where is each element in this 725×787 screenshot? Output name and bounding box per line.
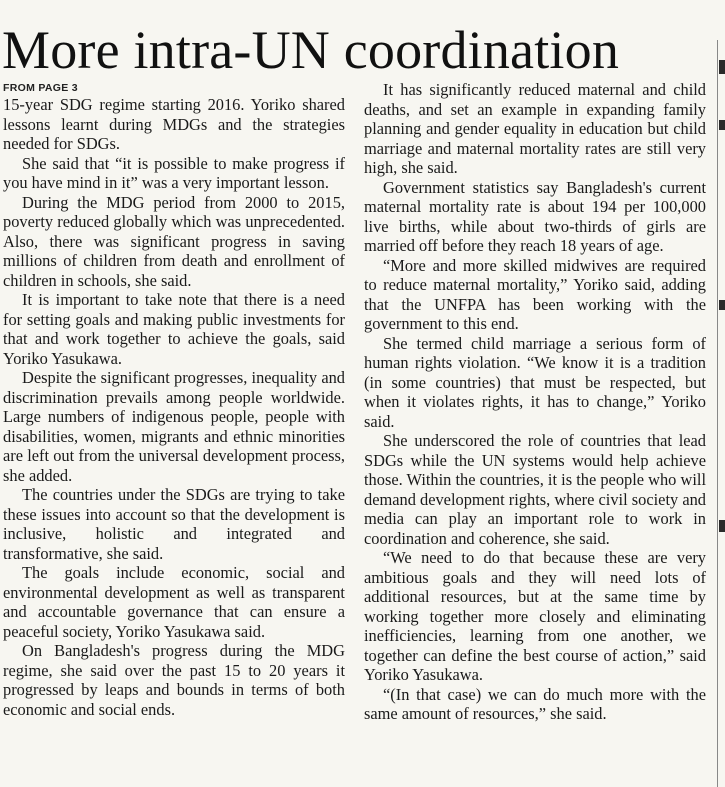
article-column-right — [364, 80, 706, 724]
paragraph: Despite the significant progresses, inequality and discrimination prevails among people worldwide. Large numbers of indigenous people, people with disabilities, women, migrants and ethnic minorities are left out from the universal development process, she added. — [3, 368, 345, 485]
adjacent-page-edge — [719, 120, 725, 130]
paragraph: During the MDG period from 2000 to 2015, poverty reduced globally which was unprecedented. Also, there was significant progress in saving millions of children from death and enrollment of children in schools, she said. — [3, 192, 345, 290]
paragraph: “We need to do that because these are very ambitious goals and they will need lots of additional resources, but at the same time by working together more closely and eliminating inefficiencies, learning from one another, we together can define the best course of action,” said Yoriko Yasukawa. — [364, 548, 706, 684]
column-divider-rule — [717, 40, 718, 787]
paragraph: It is important to take note that there is a need for setting goals and making public investments for that and work together to achieve the goals, said Yoriko Yasukawa. — [3, 290, 345, 368]
paragraph: She underscored the role of countries that lead SDGs while the UN systems would help achieve those. Within the countries, it is the people who will demand development rights, where civil society and media can play an important role to work in coordination and coherence, she said. — [364, 431, 706, 548]
paragraph: “(In that case) we can do much more with the same amount of resources,” she said. — [364, 684, 706, 723]
paragraph: The goals include economic, social and environmental development as well as transparent and accountable governance that can ensure a peaceful society, Yoriko Yasukawa said. — [3, 563, 345, 641]
continuation-kicker: FROM PAGE 3 — [3, 82, 78, 94]
adjacent-page-edge — [719, 520, 725, 532]
paragraph: The countries under the SDGs are trying to take these issues into account so that the development is inclusive, holistic and integrated and transformative, she said. — [3, 485, 345, 563]
paragraph: “More and more skilled midwives are required to reduce maternal mortality,” Yoriko said, adding that the UNFPA has been working with the government to this end. — [364, 255, 706, 333]
adjacent-page-edge — [719, 60, 725, 74]
adjacent-page-edge — [719, 300, 725, 310]
paragraph: It has significantly reduced maternal and child deaths, and set an example in expanding family planning and gender equality in education but child marriage and maternal mortality rates are still very high, she said. — [364, 80, 706, 177]
paragraph: She said that “it is possible to make progress if you have mind in it” was a very important lesson. — [3, 153, 345, 192]
headline: More intra-UN coordination — [2, 20, 620, 80]
paragraph: 15-year SDG regime starting 2016. Yoriko shared lessons learnt during MDGs and the strategies needed for SDGs. — [3, 95, 345, 153]
article-column-left — [3, 81, 345, 719]
paragraph: Government statistics say Bangladesh's current maternal mortality rate is about 194 per 100,000 live births, while about two-thirds of girls are married off before they reach 18 years of age. — [364, 177, 706, 255]
paragraph: She termed child marriage a serious form of human rights violation. “We know it is a tradition (in some countries) that must be respected, but when it violates rights, it has to change,” Yoriko said. — [364, 333, 706, 431]
paragraph: On Bangladesh's progress during the MDG regime, she said over the past 15 to 20 years it progressed by leaps and bounds in terms of both economic and social ends. — [3, 641, 345, 719]
